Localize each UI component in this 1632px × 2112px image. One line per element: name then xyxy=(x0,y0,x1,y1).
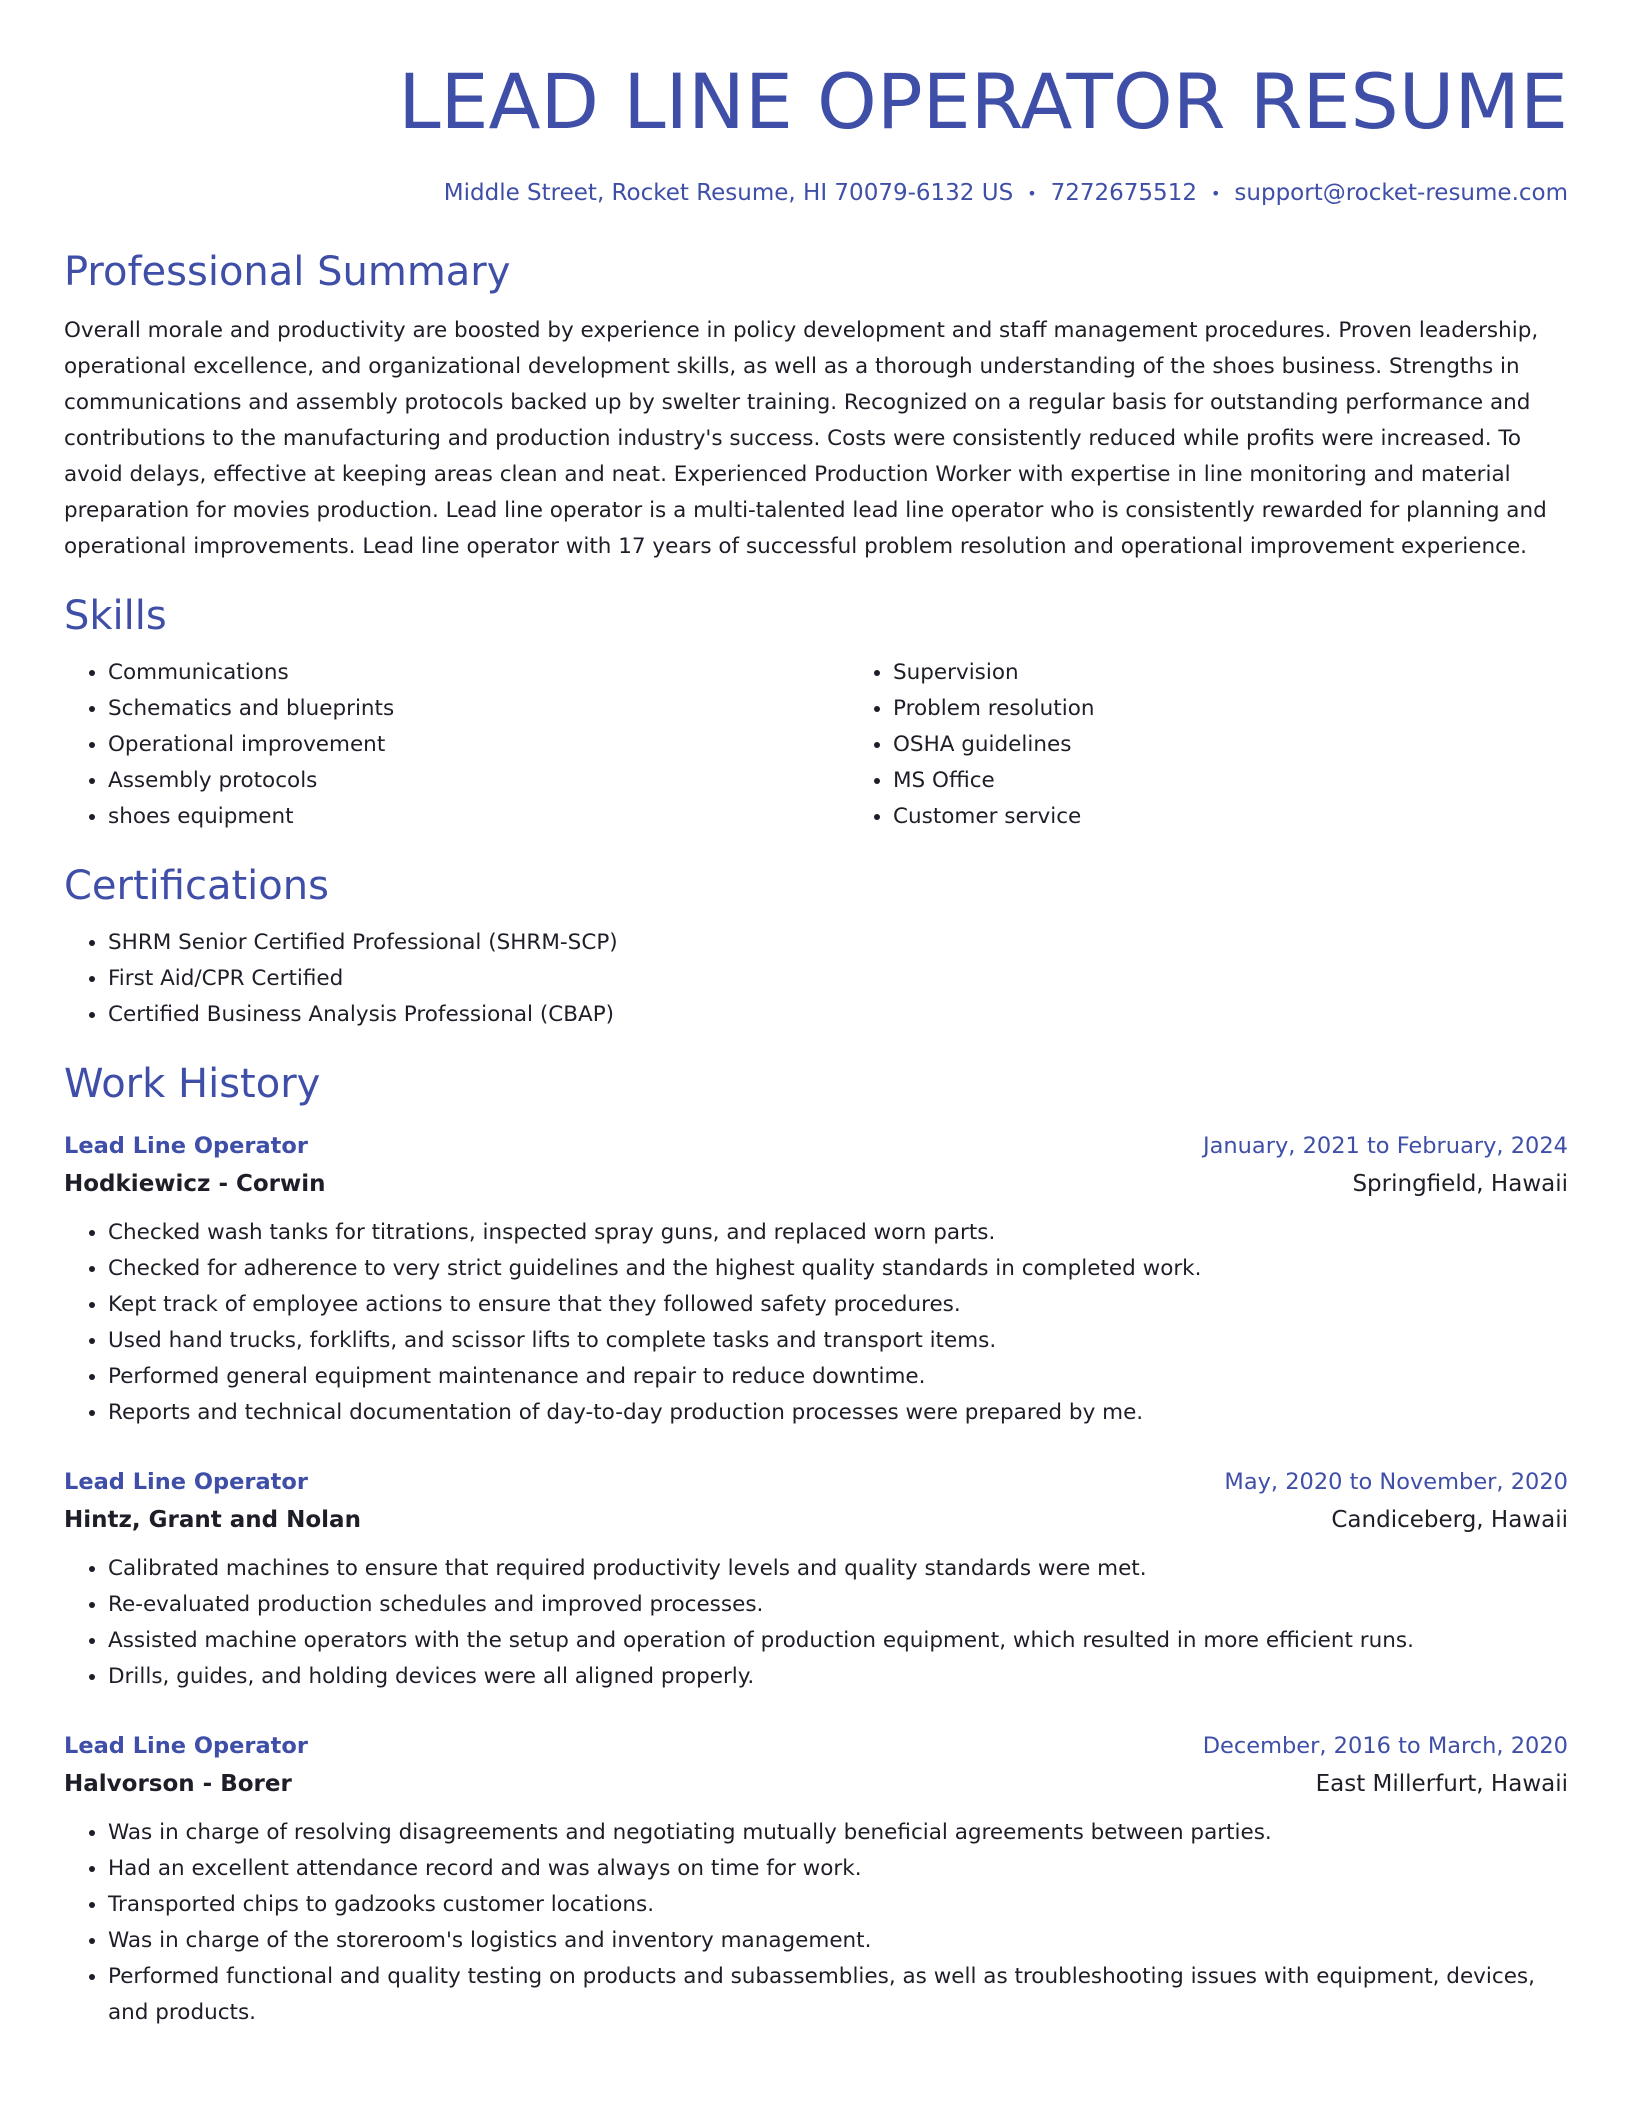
certifications-list xyxy=(64,925,1568,1033)
skill-item: • MS Office xyxy=(893,763,1632,799)
skill-item: • Communications xyxy=(108,655,849,691)
job-bullet: • Was in charge of resolving disagreements and negotiating mutually beneficial agreements between parties. xyxy=(108,1815,1568,1851)
skill-item: • shoes equipment xyxy=(108,799,849,835)
job-company-row xyxy=(64,1501,1568,1539)
job-location: Candiceberg, Hawaii xyxy=(1331,1506,1568,1533)
job-bullet: • Checked for adherence to very strict guidelines and the highest quality standards in completed work. xyxy=(108,1251,1568,1287)
skills-heading: Skills xyxy=(64,592,167,639)
job-bullet: • Kept track of employee actions to ensure that they followed safety procedures. xyxy=(108,1287,1568,1323)
skills-list-left xyxy=(64,655,849,835)
job-bullet: • Transported chips to gadzooks customer locations. xyxy=(108,1887,1568,1923)
certification-item: • Certified Business Analysis Professional (CBAP) xyxy=(108,997,1568,1033)
job-entry xyxy=(64,1727,1568,2031)
job-bullet: • Performed general equipment maintenance and repair to reduce downtime. xyxy=(108,1359,1568,1395)
job-title: Lead Line Operator xyxy=(64,1132,308,1159)
job-entry xyxy=(64,1463,1568,1695)
job-bullets xyxy=(64,1815,1568,2031)
job-location: East Millerfurt, Hawaii xyxy=(1315,1770,1568,1797)
job-dates: May, 2020 to November, 2020 xyxy=(1224,1468,1568,1495)
job-bullet: • Checked wash tanks for titrations, inspected spray guns, and replaced worn parts. xyxy=(108,1215,1568,1251)
skill-item: • Problem resolution xyxy=(893,691,1632,727)
job-entry xyxy=(64,1127,1568,1431)
skill-item: • Operational improvement xyxy=(108,727,849,763)
job-company-row xyxy=(64,1765,1568,1803)
job-bullets xyxy=(64,1551,1568,1695)
summary-heading: Professional Summary xyxy=(64,248,511,295)
job-bullet: • Drills, guides, and holding devices were all aligned properly. xyxy=(108,1659,1568,1695)
skill-item: • OSHA guidelines xyxy=(893,727,1632,763)
job-company-row xyxy=(64,1165,1568,1203)
certification-item: • SHRM Senior Certified Professional (SHRM-SCP) xyxy=(108,925,1568,961)
skill-item: • Customer service xyxy=(893,799,1632,835)
contact-separator: • xyxy=(1027,183,1037,203)
job-bullet: • Was in charge of the storeroom's logistics and inventory management. xyxy=(108,1923,1568,1959)
contact-address: Middle Street, Rocket Resume, HI 70079-6132 US xyxy=(443,180,1014,206)
contact-phone: 7272675512 xyxy=(1050,180,1197,206)
resume-header xyxy=(64,52,1568,209)
skills-list-right xyxy=(849,655,1632,835)
certifications-heading: Certifications xyxy=(64,862,329,909)
skill-item: • Schematics and blueprints xyxy=(108,691,849,727)
job-company: Halvorson - Borer xyxy=(64,1770,292,1797)
job-title: Lead Line Operator xyxy=(64,1468,308,1495)
skill-item: • Assembly protocols xyxy=(108,763,849,799)
job-company: Hodkiewicz - Corwin xyxy=(64,1170,326,1197)
skills-columns xyxy=(64,655,1568,835)
job-company: Hintz, Grant and Nolan xyxy=(64,1506,361,1533)
job-bullet: • Calibrated machines to ensure that required productivity levels and quality standards were met. xyxy=(108,1551,1568,1587)
skill-item: • Supervision xyxy=(893,655,1632,691)
job-bullet: • Performed functional and quality testing on products and subassemblies, as well as troubleshooting issues with equipment, devices, and products. xyxy=(108,1959,1568,2031)
job-bullet: • Used hand trucks, forklifts, and scissor lifts to complete tasks and transport items. xyxy=(108,1323,1568,1359)
job-dates: December, 2016 to March, 2020 xyxy=(1202,1732,1568,1759)
work-history-heading: Work History xyxy=(64,1060,321,1107)
job-title-row xyxy=(64,1127,1568,1165)
resume-title: LEAD LINE OPERATOR RESUME xyxy=(398,57,1568,146)
contact-separator: • xyxy=(1210,183,1221,203)
summary-text: Overall morale and productivity are boosted by experience in policy development and staff management procedures. Proven leadership, operational excellence, and organizational development skills, as well as a thorough understanding of the shoes business. Strengths in communications and assembly protocols backed up by swelter training. Recognized on a regular basis for outstanding performance and contributions to the manufacturing and production industry's success. Costs were consistently reduced while profits were increased. To avoid delays, effective at keeping areas clean and neat. Experienced Production Worker with expertise in line monitoring and material preparation for movies production. Lead line operator is a multi-talented lead line operator who is consistently rewarded for planning and operational improvements. Lead line operator with 17 years of successful problem resolution and operational improvement experience. xyxy=(64,317,1547,559)
certification-item: • First Aid/CPR Certified xyxy=(108,961,1568,997)
job-dates: January, 2021 to February, 2024 xyxy=(1202,1132,1568,1159)
job-title: Lead Line Operator xyxy=(64,1732,308,1759)
job-bullet: • Had an excellent attendance record and was always on time for work. xyxy=(108,1851,1568,1887)
job-location: Springfield, Hawaii xyxy=(1352,1170,1568,1197)
contact-email: support@rocket-resume.com xyxy=(1234,180,1568,206)
contact-line xyxy=(64,178,1568,209)
job-bullets xyxy=(64,1215,1568,1431)
job-bullet: • Re-evaluated production schedules and improved processes. xyxy=(108,1587,1568,1623)
job-bullet: • Assisted machine operators with the setup and operation of production equipment, which resulted in more efficient runs. xyxy=(108,1623,1568,1659)
job-title-row xyxy=(64,1727,1568,1765)
job-bullet: • Reports and technical documentation of day-to-day production processes were prepared by me. xyxy=(108,1395,1568,1431)
job-title-row xyxy=(64,1463,1568,1501)
